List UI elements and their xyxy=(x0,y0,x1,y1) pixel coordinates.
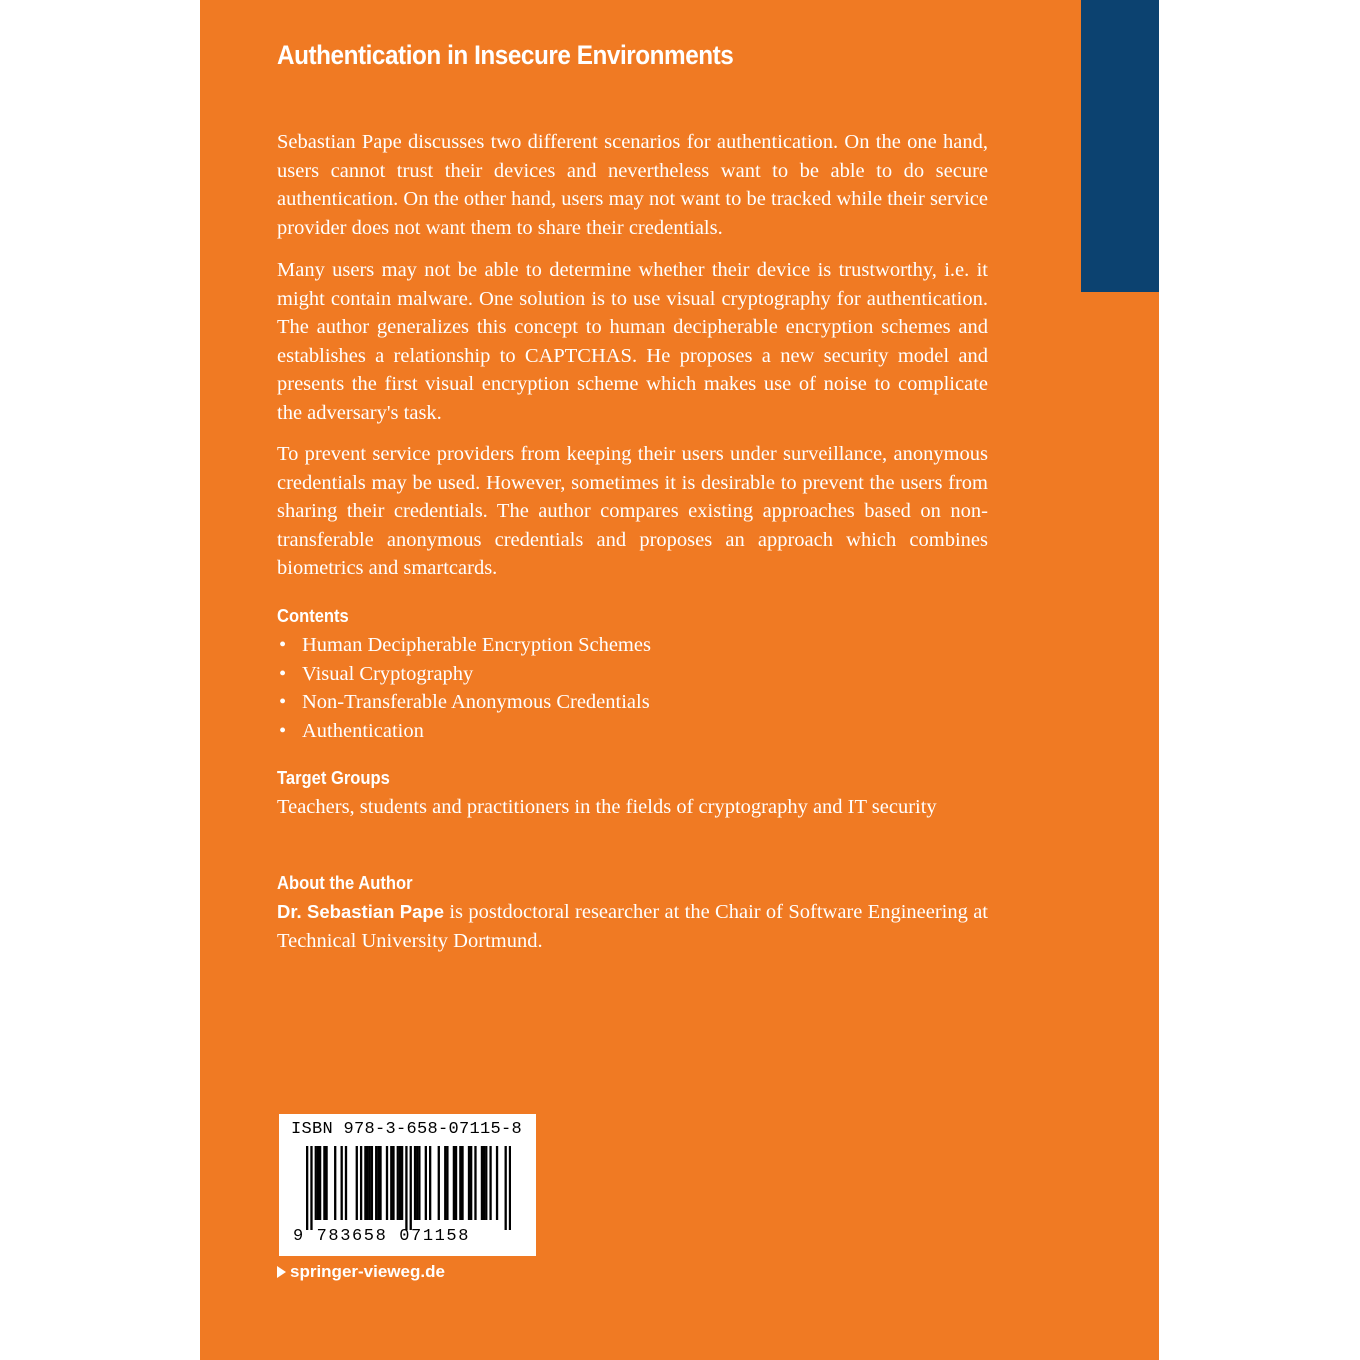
barcode-image xyxy=(306,1146,511,1230)
barcode-bar xyxy=(453,1146,455,1220)
barcode-bar xyxy=(392,1146,394,1220)
contents-item-label: Authentication xyxy=(302,719,424,742)
about-author-heading: About the Author xyxy=(277,873,413,893)
barcode-bar xyxy=(405,1146,407,1230)
isbn-barcode-block xyxy=(279,1114,536,1256)
barcode-bar xyxy=(341,1146,343,1220)
barcode-bar xyxy=(429,1146,431,1220)
barcode-bar xyxy=(474,1146,476,1220)
barcode-bar xyxy=(459,1146,461,1220)
barcode-bar xyxy=(399,1146,401,1220)
ean-digits: 9 783658 071158 xyxy=(293,1227,471,1246)
target-groups-heading: Target Groups xyxy=(277,768,390,788)
barcode-bar xyxy=(483,1146,485,1220)
barcode-bar xyxy=(377,1146,379,1220)
publisher-link[interactable] xyxy=(277,1262,445,1282)
contents-item xyxy=(277,717,651,746)
author-bio: is postdoctoral researcher at the Chair of Software Engineering at Technical University Dortmund. xyxy=(277,901,988,952)
right-triangle-icon xyxy=(277,1266,286,1278)
contents-item xyxy=(277,660,651,689)
barcode-bar xyxy=(470,1146,472,1220)
barcode-bar xyxy=(485,1146,487,1220)
barcode-bar xyxy=(325,1146,327,1220)
barcode-bar xyxy=(414,1146,416,1220)
barcode-bar xyxy=(310,1146,312,1230)
contents-item-label: Non-Transferable Anonymous Credentials xyxy=(302,691,650,714)
barcode-bar xyxy=(390,1146,392,1220)
barcode-bar xyxy=(505,1146,507,1230)
barcode-bar xyxy=(371,1146,373,1220)
barcode-bar xyxy=(496,1146,498,1220)
barcode-bar xyxy=(345,1146,347,1220)
barcode-bar xyxy=(360,1146,362,1220)
barcode-bar xyxy=(315,1146,317,1220)
contents-item xyxy=(277,688,651,717)
barcode-bar xyxy=(306,1146,308,1230)
barcode-bar xyxy=(319,1146,321,1220)
description-paragraph-1: Sebastian Pape discusses two different scenarios for authentication. On the one hand, users cannot trust their devices and nevertheless want to be able to do secure authentication. On the other hand, users may not want to be tracked while their service provider does not want them to share their credentials. xyxy=(277,131,988,239)
bullet-icon: • xyxy=(279,691,287,714)
barcode-bar xyxy=(438,1146,440,1220)
barcode-bar xyxy=(444,1146,446,1220)
barcode-bar xyxy=(364,1146,366,1220)
barcode-bar xyxy=(375,1146,377,1220)
isbn-label: ISBN 978-3-658-07115-8 xyxy=(291,1120,523,1139)
author-name: Dr. Sebastian Pape xyxy=(277,901,444,922)
target-groups-text: Teachers, students and practitioners in the fields of cryptography and IT security xyxy=(277,796,937,818)
barcode-bar xyxy=(481,1146,483,1220)
publisher-url: springer-vieweg.de xyxy=(290,1262,445,1281)
barcode-bar xyxy=(509,1146,511,1230)
barcode-bar xyxy=(334,1146,336,1220)
barcode-bar xyxy=(416,1146,418,1220)
bullet-icon: • xyxy=(279,662,287,685)
about-author-text xyxy=(277,898,988,955)
barcode-bar xyxy=(410,1146,412,1230)
barcode-bar xyxy=(369,1146,371,1220)
contents-list xyxy=(277,631,651,745)
barcode-bar xyxy=(386,1146,388,1220)
contents-heading: Contents xyxy=(277,606,349,626)
description-paragraph-2: Many users may not be able to determine whether their device is trustworthy, i.e. it might contain malware. One solution is to use visual cryptography for authentication. The author generalizes this concept to human decipherable encryption schemes and establishes a relationship to CAPTCHAS. He proposes a new security model and presents the first visual encryption scheme which makes use of noise to complicate the adversary's task. xyxy=(277,259,988,424)
barcode-bar xyxy=(401,1146,403,1220)
spine-color-band xyxy=(1081,0,1159,292)
barcode-bar xyxy=(446,1146,448,1220)
contents-item xyxy=(277,631,651,660)
barcode-bar xyxy=(425,1146,427,1220)
contents-item-label: Human Decipherable Encryption Schemes xyxy=(302,634,651,656)
description-paragraph-3: To prevent service providers from keeping their users under surveillance, anonymous credentials may be used. However, sometimes it is desirable to prevent the users from sharing their credentials. The author compares existing approaches based on non-transferable anonymous credentials and proposes an approach which combines biometrics and smartcards. xyxy=(277,443,988,580)
barcode-bar xyxy=(418,1146,420,1220)
barcode-bar xyxy=(461,1146,463,1220)
barcode-bar xyxy=(489,1146,491,1220)
book-title: Authentication in Insecure Environments xyxy=(277,40,734,70)
barcode-bar xyxy=(455,1146,457,1220)
contents-item-label: Visual Cryptography xyxy=(302,662,474,685)
barcode-bar xyxy=(397,1146,399,1220)
barcode-bar xyxy=(323,1146,325,1220)
barcode-bar xyxy=(468,1146,470,1220)
barcode-bar xyxy=(356,1146,358,1220)
barcode-bar xyxy=(366,1146,368,1220)
barcode-bar xyxy=(379,1146,381,1220)
bullet-icon: • xyxy=(279,634,287,656)
barcode-bar xyxy=(317,1146,319,1220)
bullet-icon: • xyxy=(279,719,287,742)
